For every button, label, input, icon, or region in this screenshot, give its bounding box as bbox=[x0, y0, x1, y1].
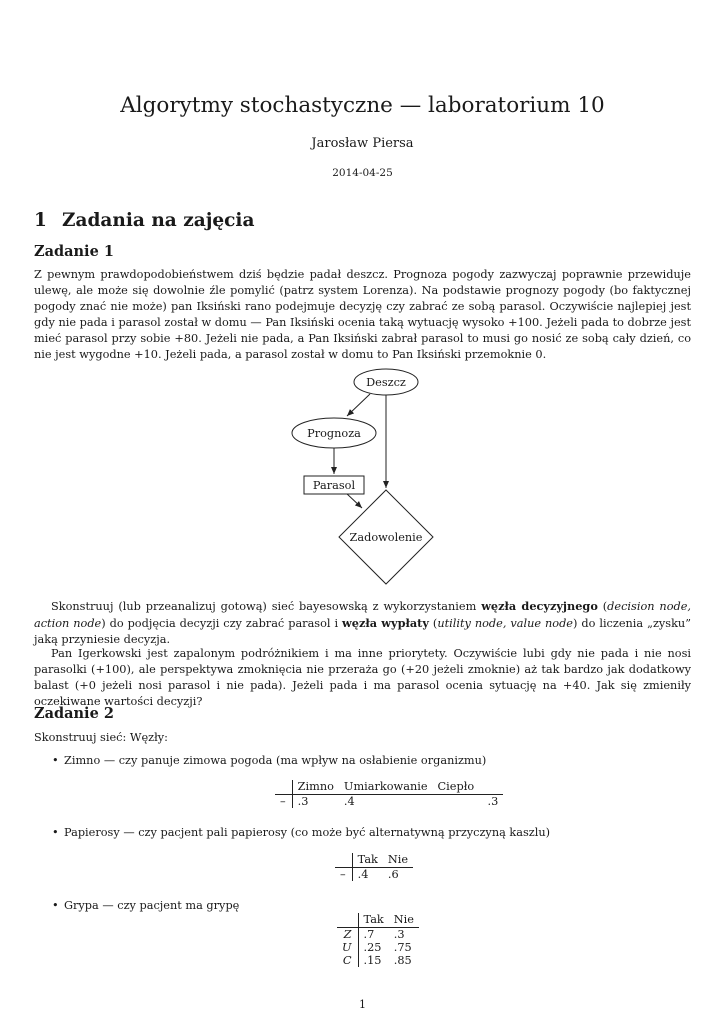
date: 2014-04-25 bbox=[332, 167, 393, 179]
node-satisfaction-label: Zadowolenie bbox=[349, 531, 423, 544]
node-forecast-label: Prognoza bbox=[307, 427, 361, 440]
page-number: 1 bbox=[359, 998, 366, 1011]
task2-intro: Skonstruuj sieć: Węzły: bbox=[34, 731, 168, 744]
table-flu: Tak Nie Z .7 .3 U .25 .75 C .15 .85 bbox=[337, 913, 419, 967]
bullet-cold: • Zimno — czy panuje zimowa pogoda (ma wpływ na osłabienie organizmu) bbox=[52, 754, 487, 767]
node-umbrella-label: Parasol bbox=[312, 479, 356, 492]
document-title: Algorytmy stochastyczne — laboratorium 10 bbox=[120, 93, 605, 118]
section-number: 1 bbox=[34, 210, 47, 231]
node-rain-label: Deszcz bbox=[366, 376, 406, 389]
section-heading bbox=[34, 210, 254, 231]
task1-question: Pan Igerkowski jest zapalonym podróżnikiem i ma inne priorytety. Oczywiście lubi gdy nie pada i nie nosi parasolki (+100), ale perspektywa zmoknięcia nie przeraża go (+20 jeżeli zmoknie) aż tak bardzo jak dodatkowy balast (+0 jeżeli nosi parasol i nie pada). Jeżeli pada i ma parasol ocenia sytuację na +40. Jak się zmieniły oczekiwane wartości decyzji? bbox=[34, 647, 691, 708]
task2-heading: Zadanie 2 bbox=[34, 705, 114, 722]
bullet-flu: • Grypa — czy pacjent ma grypę bbox=[52, 899, 240, 912]
author: Jarosław Piersa bbox=[311, 136, 414, 151]
task1-instruction: Skonstruuj (lub przeanalizuj gotową) sieć bayesowską z wykorzystaniem węzła decyzyjnego (decision node, action node) do podjęcia decyzji czy zabrać parasol i węzła wypłaty (utility node, value node) do liczenia „zysku” jaką przyniesie decyzja. bbox=[34, 599, 692, 646]
task1-paragraph: Z pewnym prawdopodobieństwem dziś będzie padał deszcz. Prognoza pogody zazwyczaj poprawnie przewiduje ulewę, ale może się dowolnie źle pomylić (patrz system Lorenza). Na podstawie prognozy pogody (bo faktycznej pogody znać nie może) pan Iksiński rano podejmuje decyzję czy zabrać ze sobą parasol. Oczywiście najlepiej jest gdy nie pada i parasol został w domu — Pan Iksiński ocenia taką wytuację wysoko +100. Jeżeli pada to dobrze jest mieć parasol przy sobie +80. Jeżeli nie pada, a Pan Iksiński zabrał parasol to musi go nosić ze sobą cały dzień, co nie jest wygodne +10. Jeżeli pada, a parasol został w domu to Pan Iksiński przemoknie 0. bbox=[34, 268, 691, 361]
task1-heading: Zadanie 1 bbox=[34, 243, 114, 260]
section-title: Zadania na zajęcia bbox=[62, 210, 255, 231]
table-cold: Zimno Umiarkowanie Ciepło – .3 .4 .3 bbox=[275, 780, 503, 808]
edge-umbrella-satisfaction bbox=[346, 493, 362, 508]
influence-diagram bbox=[0, 360, 725, 590]
table-smoking: Tak Nie – .4 .6 bbox=[335, 853, 413, 881]
edge-rain-forecast bbox=[347, 394, 370, 416]
bullet-smoking: • Papierosy — czy pacjent pali papierosy (co może być alternatywną przyczyną kaszlu) bbox=[52, 826, 551, 839]
